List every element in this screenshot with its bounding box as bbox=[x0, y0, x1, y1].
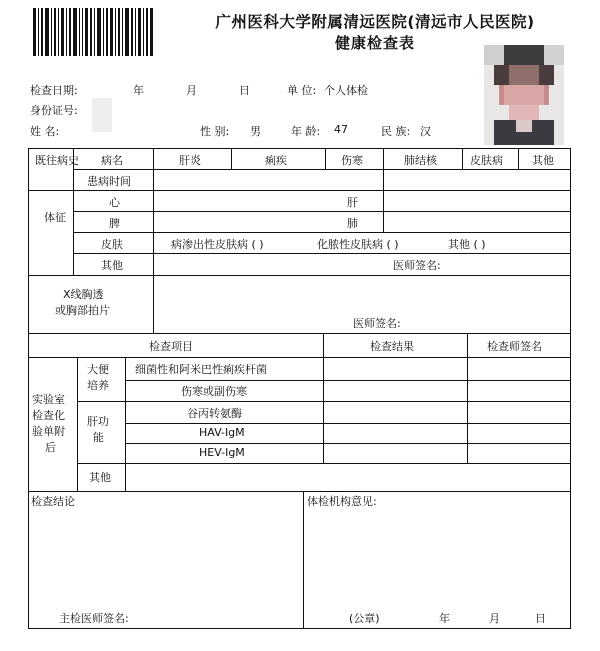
lab-col-item: 检查项目 bbox=[149, 340, 193, 353]
stool-item-dysentery: 细菌性和阿米巴性痢疾杆菌 bbox=[135, 363, 267, 376]
spleen-label: 脾 bbox=[109, 217, 120, 230]
lab-col-result: 检查结果 bbox=[370, 340, 414, 353]
stool-label-line1: 大便 bbox=[87, 363, 109, 376]
official-seal: (公章) bbox=[349, 612, 380, 625]
id-number-label: 身份证号: bbox=[30, 104, 78, 117]
onset-time-label: 患病时间 bbox=[87, 175, 131, 188]
hospital-name: 广州医科大学附属清远医院(清远市人民医院) bbox=[215, 13, 535, 31]
lab-col-signer: 检查师签名 bbox=[487, 340, 542, 353]
health-form-table bbox=[28, 148, 571, 629]
lab-other-label: 其他 bbox=[89, 471, 111, 484]
conclusion-day: 日 bbox=[535, 612, 546, 625]
skin-label: 皮肤 bbox=[101, 238, 123, 251]
gender-value: 男 bbox=[250, 125, 261, 138]
skin-option-other: 其他 ( ) bbox=[448, 238, 486, 251]
date-month: 月 bbox=[186, 84, 197, 97]
lab-section-line2: 检查化 bbox=[32, 409, 65, 422]
signs-section-label: 体征 bbox=[44, 211, 66, 224]
skin-option-purulent: 化脓性皮肤病 ( ) bbox=[317, 238, 399, 251]
skin-option-exudative: 病渗出性皮肤病 ( ) bbox=[171, 238, 264, 251]
xray-label-line1: X线胸透 bbox=[63, 288, 104, 301]
disease-typhoid: 伤寒 bbox=[341, 154, 363, 167]
history-section-label: 既往病史 bbox=[35, 154, 79, 167]
lab-section-line3: 验单附 bbox=[32, 425, 65, 438]
disease-name-label: 病名 bbox=[101, 154, 123, 167]
redacted-block bbox=[92, 98, 112, 132]
unit-label: 单 位: bbox=[287, 84, 317, 97]
disease-other: 其他 bbox=[532, 154, 554, 167]
lab-section-line1: 实验室 bbox=[32, 393, 65, 406]
chief-doctor-signature: 主检医师签名: bbox=[59, 612, 129, 625]
xray-doctor-signature: 医师签名: bbox=[353, 317, 401, 330]
disease-dysentery: 痢疾 bbox=[265, 154, 287, 167]
signs-doctor-signature: 医师签名: bbox=[393, 259, 441, 272]
stool-item-typhoid: 伤寒或副伤寒 bbox=[181, 385, 247, 398]
liver-function-line1: 肝功 bbox=[87, 415, 109, 428]
ethnicity-value: 汉 bbox=[420, 125, 431, 138]
disease-tuberculosis: 肺结核 bbox=[404, 154, 437, 167]
lab-section-line4: 后 bbox=[45, 441, 56, 454]
lung-label: 肺 bbox=[347, 217, 358, 230]
stool-label-line2: 培养 bbox=[87, 379, 109, 392]
gender-label: 性 别: bbox=[200, 125, 230, 138]
ethnicity-label: 民 族: bbox=[381, 125, 411, 138]
disease-skin: 皮肤病 bbox=[470, 154, 503, 167]
liver-function-line2: 能 bbox=[93, 431, 104, 444]
unit-value: 个人体检 bbox=[324, 84, 368, 97]
liver-item-alt: 谷丙转氨酶 bbox=[187, 407, 242, 420]
liver-label: 肝 bbox=[347, 196, 358, 209]
liver-item-hev: HEV-IgM bbox=[199, 446, 245, 459]
conclusion-month: 月 bbox=[489, 612, 500, 625]
date-day: 日 bbox=[239, 84, 250, 97]
conclusion-label: 检查结论 bbox=[31, 495, 75, 508]
date-year: 年 bbox=[133, 84, 144, 97]
exam-date-label: 检查日期: bbox=[30, 84, 78, 97]
conclusion-year: 年 bbox=[439, 612, 450, 625]
signs-other-label: 其他 bbox=[101, 259, 123, 272]
form-title: 健康检查表 bbox=[334, 34, 415, 52]
xray-label-line2: 或胸部拍片 bbox=[55, 304, 110, 317]
org-opinion-label: 体检机构意见: bbox=[307, 495, 377, 508]
disease-hepatitis: 肝炎 bbox=[179, 154, 201, 167]
liver-item-hav: HAV-IgM bbox=[199, 426, 245, 439]
age-value: 47 bbox=[334, 123, 348, 136]
heart-label: 心 bbox=[109, 196, 120, 209]
barcode bbox=[33, 8, 163, 56]
photo bbox=[484, 45, 564, 145]
name-label: 姓 名: bbox=[30, 125, 60, 138]
age-label: 年 龄: bbox=[291, 125, 321, 138]
